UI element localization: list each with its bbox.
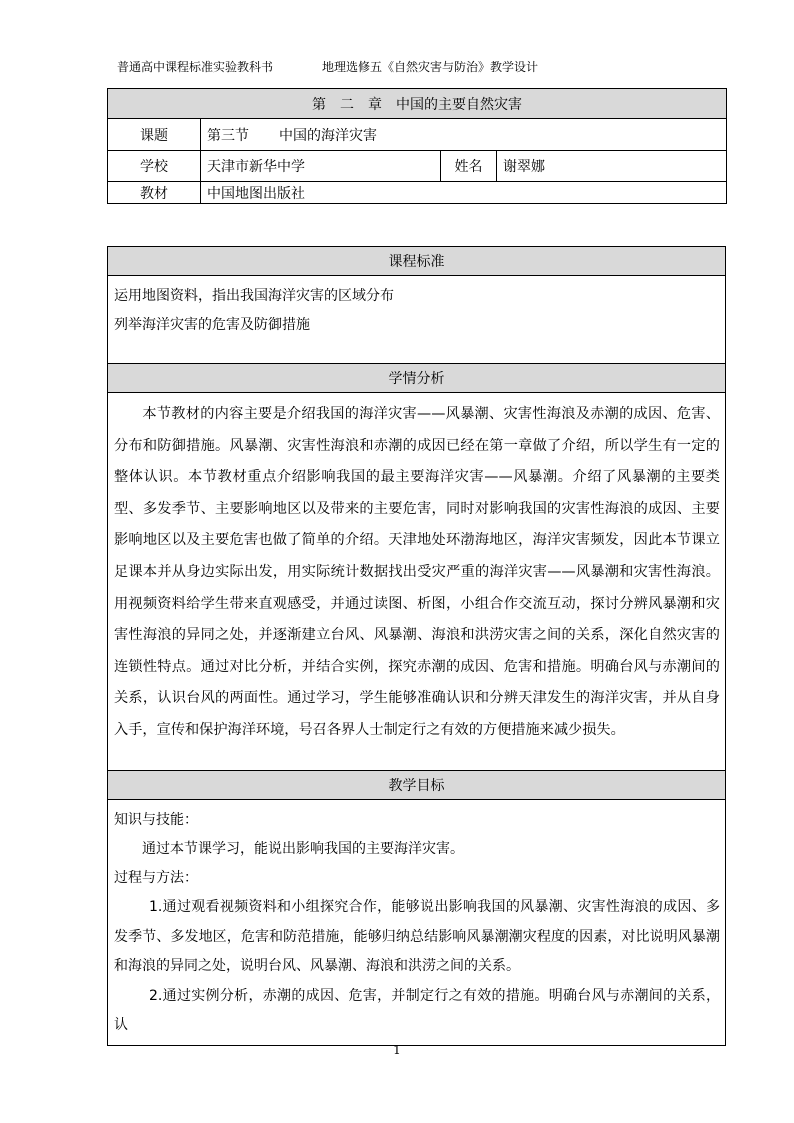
chapter-title: 第 二 章 中国的主要自然灾害: [108, 89, 727, 119]
topic-value: 中国的海洋灾害: [279, 127, 377, 144]
textbook-label: 教材: [108, 182, 201, 204]
objective-item-2: 2.通过实例分析，赤潮的成因、危害，并制定行之有效的措施。明确台风与赤潮间的关系，认: [114, 987, 720, 1033]
header-left: 普通高中课程标准实验教科书: [117, 60, 274, 74]
page-number: 1: [393, 1043, 401, 1057]
analysis-text: 本节教材的内容主要是介绍我国的海洋灾害——风暴潮、灾害性海浪及赤潮的成因、危害、分布和防御措施。风暴潮、灾害性海浪和赤潮的成因已经在第一章做了介绍，所以学生有一定的整体认识。本节教材重点介绍影响我国的最主要海洋灾害——风暴潮。介绍了风暴潮的主要类型、多发季节、主要影响地区以及带来的主要危害，同时对影响我国的灾害性海浪的成因、主要影响地区以及主要危害也做了简单的介绍。天津地处环渤海地区，海洋灾害频发，因此本节课立足课本并从身边实际出发，用实际统计数据找出受灾严重的海洋灾害——风暴潮和灾害性海浪。用视频资料给学生带来直观感受，并通过读图、析图，小组合作交流互动，探讨分辨风暴潮和灾害性海浪的异同之处，并逐渐建立台风、风暴潮、海浪和洪涝灾害之间的关系，深化自然灾害的连锁性特点。通过对比分析，并结合实例，探究赤潮的成因、危害和措施。明确台风与赤潮间的关系，认识台风的两面性。通过学习，学生能够准确认识和分辨天津发生的海洋灾害，并从自身入手，宣传和保护海洋环境，号召各界人士制定行之有效的方便措施来减少损失。: [114, 406, 720, 738]
textbook-value: 中国地图出版社: [201, 182, 727, 204]
analysis-body: [108, 393, 726, 771]
objective-item-1: 1.通过观看视频资料和小组探究合作，能够说出影响我国的风暴潮、灾害性海浪的成因、多发季节、多发地区，危害和防范措施，能够归纳总结影响风暴潮潮灾程度的因素，对比说明风暴潮和海浪的异同之处，说明台风、风暴潮、海浪和洪涝之间的关系。: [114, 899, 720, 974]
knowledge-text: 通过本节课学习，能说出影响我国的主要海洋灾害。: [142, 841, 464, 857]
info-table: [107, 88, 727, 204]
header-right: 地理选修五《自然灾害与防治》教学设计: [322, 60, 539, 74]
analysis-title: 学情分析: [108, 364, 726, 393]
school-label: 学校: [108, 151, 201, 182]
curriculum-line-2: 列举海洋灾害的危害及防御措施: [114, 317, 310, 333]
topic-cell: [201, 119, 727, 151]
objectives-title: 教学目标: [108, 771, 726, 800]
curriculum-title: 课程标准: [108, 247, 726, 276]
process-label: 过程与方法：: [114, 870, 198, 886]
curriculum-body: [108, 276, 726, 364]
school-value: 天津市新华中学: [201, 151, 441, 182]
topic-label: 课题: [108, 119, 201, 151]
curriculum-line-1: 运用地图资料，指出我国海洋灾害的区域分布: [114, 288, 394, 304]
content-table: [107, 246, 726, 1046]
name-label: 姓名: [441, 151, 497, 182]
knowledge-label: 知识与技能：: [114, 812, 198, 828]
topic-section: 第三节: [207, 127, 249, 144]
name-value: 谢翠娜: [497, 151, 727, 182]
objectives-body: [108, 800, 726, 1046]
